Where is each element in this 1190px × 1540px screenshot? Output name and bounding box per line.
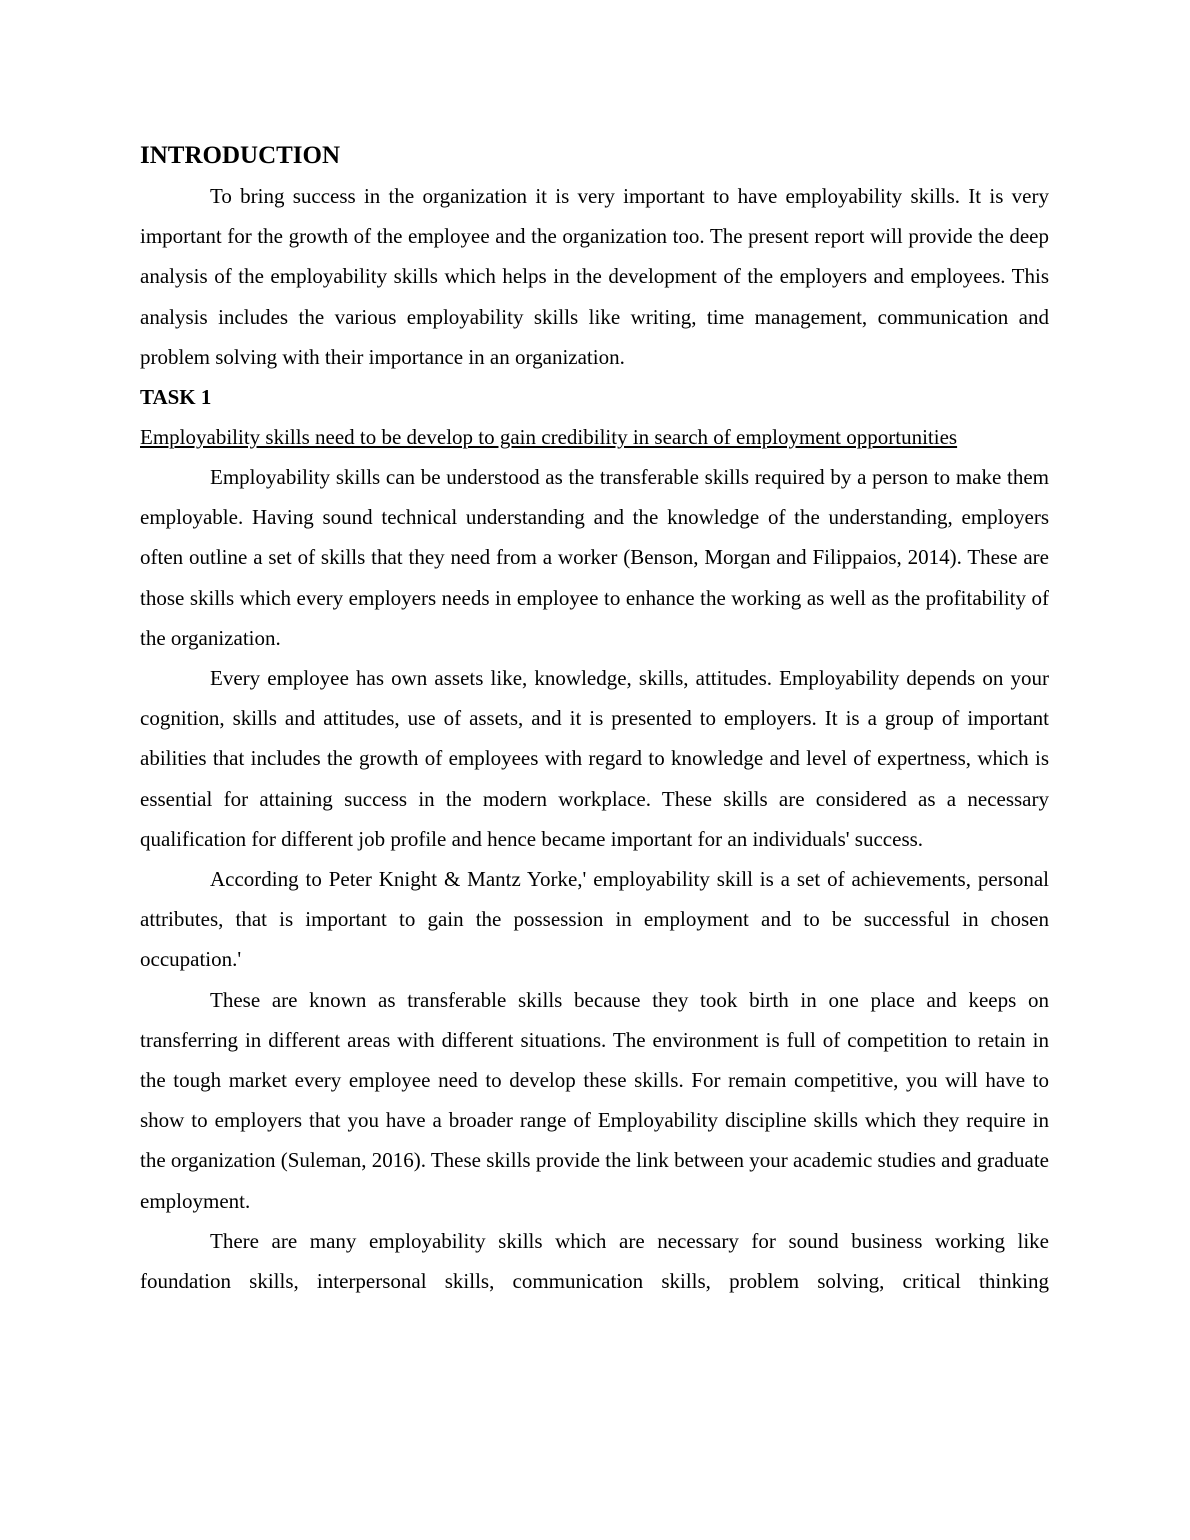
document-page [140,138,1049,1301]
body-paragraph-2: Every employee has own assets like, knowledge, skills, attitudes. Employability depends on your cognition, skills and attitudes, use of assets, and it is presented to employers. It is a group of important abilities that includes the growth of employees with regard to knowledge and level of expertness, which is essential for attaining success in the modern workplace. These skills are considered as a necessary qualification for different job profile and hence became important for an individuals' success. [140,666,1049,851]
task-subheading: Employability skills need to be develop to gain credibility in search of employment opportunities [140,425,958,450]
introduction-paragraph: To bring success in the organization it is very important to have employability skills. It is very important for the growth of the employee and the organization too. The present report will provide the deep analysis of the employability skills which helps in the development of the employers and employees. This analysis includes the various employability skills like writing, time management, communication and problem solving with their importance in an organization. [140,184,1049,369]
task-heading: TASK 1 [140,385,212,410]
body-paragraph-5: There are many employability skills which are necessary for sound business working like foundation skills, interpersonal skills, communication skills, problem solving, critical thinking [140,1228,1049,1294]
body-paragraph-1: Employability skills can be understood as the transferable skills required by a person to make them employable. Having sound technical understanding and the knowledge of the understanding, employers often outline a set of skills that they need from a worker (Benson, Morgan and Filippaios, 2014). These are those skills which every employers needs in employee to enhance the working as well as the profitability of the organization. [140,465,1049,650]
introduction-heading: INTRODUCTION [140,142,341,169]
body-paragraph-3: According to Peter Knight & Mantz Yorke,' employability skill is a set of achievements, personal attributes, that is important to gain the possession in employment and to be successful in chosen occupation.' [140,867,1049,972]
body-paragraph-4: These are known as transferable skills because they took birth in one place and keeps on transferring in different areas with different situations. The environment is full of competition to retain in the tough market every employee need to develop these skills. For remain competitive, you will have to show to employers that you have a broader range of Employability discipline skills which they require in the organization (Suleman, 2016). These skills provide the link between your academic studies and graduate employment. [140,987,1049,1213]
